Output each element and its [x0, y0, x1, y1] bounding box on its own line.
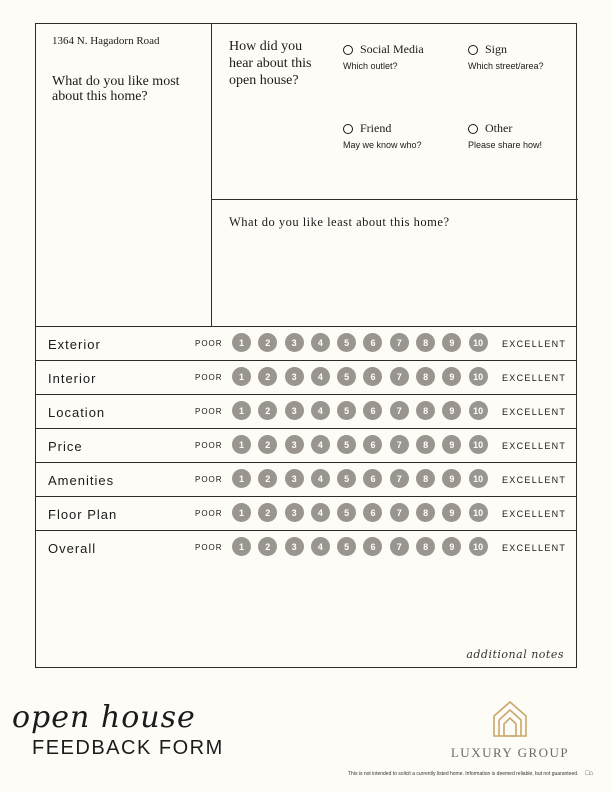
property-address: 1364 N. Hagadorn Road	[52, 35, 160, 47]
rating-option[interactable]: 6	[363, 333, 382, 352]
rating-option[interactable]: 10	[469, 469, 488, 488]
rating-option[interactable]: 4	[311, 537, 330, 556]
rating-option[interactable]: 9	[442, 333, 461, 352]
rating-option[interactable]: 6	[363, 367, 382, 386]
rating-option[interactable]: 8	[416, 503, 435, 522]
rating-option[interactable]: 5	[337, 367, 356, 386]
rating-option[interactable]: 6	[363, 503, 382, 522]
rating-option[interactable]: 2	[258, 469, 277, 488]
option-subtext: Which outlet?	[343, 61, 398, 71]
poor-label: POOR	[195, 509, 223, 518]
rating-row	[36, 394, 576, 428]
rating-scale	[232, 401, 495, 420]
rating-option[interactable]: 8	[416, 537, 435, 556]
rating-option[interactable]: 3	[285, 469, 304, 488]
rating-option[interactable]: 2	[258, 401, 277, 420]
rating-option[interactable]: 6	[363, 401, 382, 420]
excellent-label: EXCELLENT	[502, 475, 567, 485]
rating-option[interactable]: 5	[337, 333, 356, 352]
rating-option[interactable]: 3	[285, 537, 304, 556]
rating-option[interactable]: 6	[363, 537, 382, 556]
rating-option[interactable]: 5	[337, 537, 356, 556]
rating-scale	[232, 333, 495, 352]
rating-option[interactable]: 8	[416, 367, 435, 386]
rating-category: Location	[48, 405, 106, 420]
rating-row	[36, 462, 576, 496]
rating-option[interactable]: 7	[390, 435, 409, 454]
divider-vertical	[211, 24, 212, 326]
script-title: open house	[12, 700, 196, 735]
option-label: Other	[485, 121, 513, 135]
rating-row	[36, 326, 576, 360]
rating-row	[36, 530, 576, 564]
rating-scale	[232, 503, 495, 522]
rating-option[interactable]: 9	[442, 401, 461, 420]
rating-option[interactable]: 5	[337, 469, 356, 488]
excellent-label: EXCELLENT	[502, 543, 567, 553]
rating-option[interactable]: 8	[416, 401, 435, 420]
rating-option[interactable]: 7	[390, 367, 409, 386]
rating-option[interactable]: 2	[258, 333, 277, 352]
rating-option[interactable]: 10	[469, 503, 488, 522]
excellent-label: EXCELLENT	[502, 407, 567, 417]
rating-option[interactable]: 1	[232, 401, 251, 420]
rating-option[interactable]: 10	[469, 537, 488, 556]
rating-option[interactable]: 5	[337, 503, 356, 522]
rating-option[interactable]: 1	[232, 367, 251, 386]
option-subtext: Please share how!	[468, 140, 543, 150]
excellent-label: EXCELLENT	[502, 339, 567, 349]
option-label: Sign	[485, 42, 508, 56]
poor-label: POOR	[195, 475, 223, 484]
rating-option[interactable]: 9	[442, 537, 461, 556]
rating-category: Price	[48, 439, 83, 454]
rating-option[interactable]: 5	[337, 435, 356, 454]
rating-option[interactable]: 7	[390, 333, 409, 352]
rating-row	[36, 496, 576, 530]
rating-option[interactable]: 3	[285, 401, 304, 420]
rating-option[interactable]: 2	[258, 367, 277, 386]
rating-option[interactable]: 2	[258, 537, 277, 556]
like-most-question: What do you like most about this home?	[52, 74, 180, 104]
feedback-form	[35, 23, 577, 668]
rating-option[interactable]: 2	[258, 435, 277, 454]
form-title: FEEDBACK FORM	[32, 737, 224, 759]
rating-scale	[232, 469, 495, 488]
hear-about-question: How did you hear about this open house?	[229, 39, 312, 88]
radio-icon[interactable]	[468, 45, 478, 55]
option-sign[interactable]	[468, 42, 544, 71]
option-label: Friend	[360, 121, 392, 135]
rating-option[interactable]: 3	[285, 333, 304, 352]
rating-option[interactable]: 10	[469, 435, 488, 454]
radio-icon[interactable]	[468, 124, 478, 134]
excellent-label: EXCELLENT	[502, 441, 567, 451]
poor-label: POOR	[195, 543, 223, 552]
brand-name: LUXURY GROUP	[450, 745, 570, 760]
rating-option[interactable]: 4	[311, 469, 330, 488]
rating-option[interactable]: 8	[416, 435, 435, 454]
rating-option[interactable]: 1	[232, 537, 251, 556]
rating-option[interactable]: 4	[311, 503, 330, 522]
rating-scale	[232, 435, 495, 454]
rating-option[interactable]: 6	[363, 469, 382, 488]
rating-scale	[232, 367, 495, 386]
rating-option[interactable]: 8	[416, 469, 435, 488]
rating-option[interactable]: 9	[442, 435, 461, 454]
ratings-table	[36, 326, 576, 564]
equal-housing-icon: □⌂	[585, 770, 594, 777]
brand-logo	[450, 698, 570, 761]
rating-category: Interior	[48, 371, 97, 386]
rating-option[interactable]: 10	[469, 401, 488, 420]
option-friend[interactable]	[343, 121, 422, 150]
option-subtext: May we know who?	[343, 140, 422, 150]
radio-icon[interactable]	[343, 45, 353, 55]
rating-option[interactable]: 3	[285, 367, 304, 386]
option-social-media[interactable]	[343, 42, 424, 71]
rating-option[interactable]: 9	[442, 469, 461, 488]
poor-label: POOR	[195, 339, 223, 348]
rating-option[interactable]: 4	[311, 333, 330, 352]
excellent-label: EXCELLENT	[502, 509, 567, 519]
rating-option[interactable]: 10	[469, 367, 488, 386]
rating-category: Exterior	[48, 337, 101, 352]
rating-option[interactable]: 4	[311, 401, 330, 420]
rating-option[interactable]: 5	[337, 401, 356, 420]
radio-icon[interactable]	[343, 124, 353, 134]
rating-option[interactable]: 7	[390, 503, 409, 522]
additional-notes-label: additional notes	[466, 648, 564, 661]
poor-label: POOR	[195, 441, 223, 450]
option-other[interactable]	[468, 121, 542, 150]
rating-option[interactable]: 4	[311, 367, 330, 386]
like-least-question: What do you like least about this home?	[229, 215, 450, 229]
rating-option[interactable]: 2	[258, 503, 277, 522]
rating-option[interactable]: 6	[363, 435, 382, 454]
rating-option[interactable]: 7	[390, 401, 409, 420]
rating-option[interactable]: 1	[232, 435, 251, 454]
rating-category: Floor Plan	[48, 507, 118, 522]
rating-option[interactable]: 7	[390, 469, 409, 488]
house-icon	[490, 698, 530, 738]
rating-row	[36, 428, 576, 462]
poor-label: POOR	[195, 373, 223, 382]
rating-scale	[232, 537, 495, 556]
rating-option[interactable]: 4	[311, 435, 330, 454]
rating-category: Amenities	[48, 473, 115, 488]
rating-option[interactable]: 1	[232, 503, 251, 522]
option-label: Social Media	[360, 42, 424, 56]
rating-option[interactable]: 10	[469, 333, 488, 352]
rating-option[interactable]: 9	[442, 367, 461, 386]
divider-horizontal	[211, 199, 578, 200]
disclaimer: This is not intended to solicit a currently listed home. Information is deemed reliable, but not guaranteed.	[348, 771, 579, 777]
option-subtext: Which street/area?	[468, 61, 544, 71]
rating-option[interactable]: 3	[285, 435, 304, 454]
rating-option[interactable]: 1	[232, 333, 251, 352]
rating-option[interactable]: 9	[442, 503, 461, 522]
excellent-label: EXCELLENT	[502, 373, 567, 383]
rating-row	[36, 360, 576, 394]
rating-option[interactable]: 7	[390, 537, 409, 556]
rating-option[interactable]: 3	[285, 503, 304, 522]
poor-label: POOR	[195, 407, 223, 416]
rating-category: Overall	[48, 541, 97, 556]
rating-option[interactable]: 1	[232, 469, 251, 488]
rating-option[interactable]: 8	[416, 333, 435, 352]
